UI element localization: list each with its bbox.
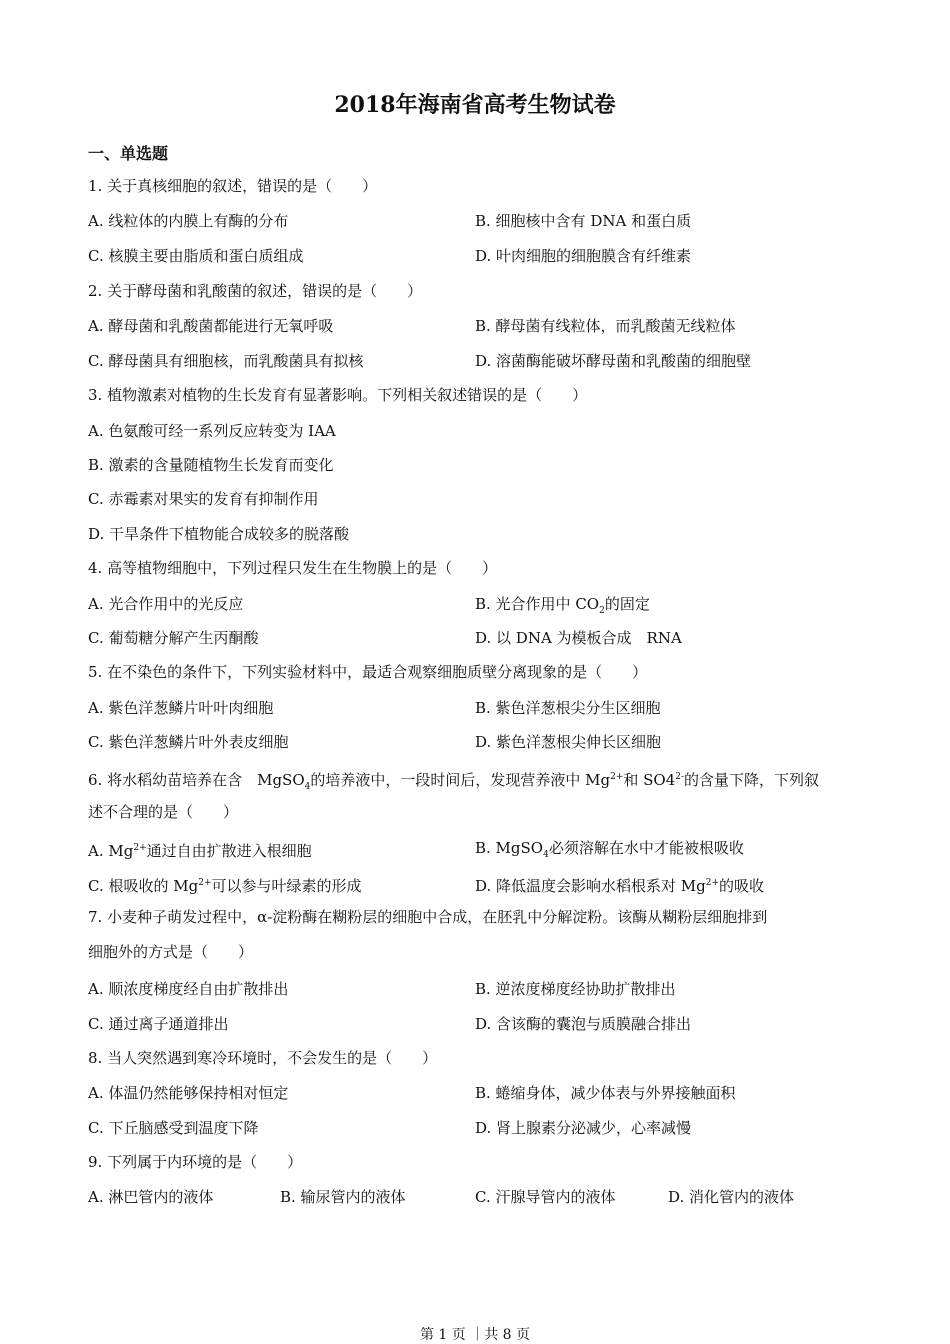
answer-option: [475, 246, 691, 266]
text-segment: C. 酵母菌具有细胞核，而乳酸菌具有拟核: [88, 352, 364, 370]
answer-option: [88, 698, 273, 718]
text-segment: B. 逆浓度梯度经协助扩散排出: [475, 980, 676, 998]
text-segment: 3. 植物激素对植物的生长发育有显著影响。下列相关叙述错误的是（ ）: [88, 386, 588, 404]
text-segment: A. 体温仍然能够保持相对恒定: [88, 1084, 289, 1102]
text-segment: B. 酵母菌有线粒体，而乳酸菌无线粒体: [475, 317, 736, 335]
text-segment: C. 汗腺导管内的液体: [475, 1188, 616, 1206]
answer-option: [88, 246, 303, 266]
answer-option: [280, 1187, 406, 1207]
text-segment: 和 SO4: [623, 771, 676, 789]
page-footer: 第 1 页 ｜共 8 页: [419, 1327, 531, 1343]
text-segment: 2: [599, 606, 605, 616]
answer-option: [475, 316, 736, 336]
answer-option: [88, 979, 288, 999]
text-segment: 的培养液中，一段时间后，发现营养液中 Mg: [310, 771, 611, 789]
text-segment: D. 溶菌酶能破坏酵母菌和乳酸菌的细胞壁: [475, 352, 752, 370]
answer-option: [475, 1118, 691, 1138]
answer-option: [88, 351, 363, 371]
text-segment: A. 酵母菌和乳酸菌都能进行无氧呼吸: [88, 317, 334, 335]
answer-option: [475, 979, 676, 999]
text-segment: 可以参与叶绿素的形成: [211, 877, 362, 895]
text-segment: 8. 当人突然遇到寒冷环境时，不会发生的是（ ）: [88, 1049, 438, 1067]
answer-option: [88, 628, 258, 648]
answer-option: [475, 211, 691, 231]
text-segment: D. 紫色洋葱根尖伸长区细胞: [475, 733, 662, 751]
text-segment: 2. 关于酵母菌和乳酸菌的叙述，错误的是（ ）: [88, 282, 423, 300]
answer-option: [88, 211, 288, 231]
question-stem: [88, 1048, 437, 1068]
text-segment: D. 含该酶的囊泡与质膜融合排出: [475, 1015, 692, 1033]
text-segment: D. 干旱条件下植物能合成较多的脱落酸: [88, 525, 350, 543]
answer-option: [475, 628, 682, 648]
text-segment: 6. 将水稻幼苗培养在含 MgSO: [88, 771, 305, 789]
answer-option: [475, 732, 661, 752]
question-stem: [88, 1152, 302, 1172]
text-segment: C. 核膜主要由脂质和蛋白质组成: [88, 247, 304, 265]
text-segment: 4: [304, 782, 311, 792]
answer-option: [475, 1014, 691, 1034]
answer-option: [475, 873, 764, 896]
question-stem: [88, 558, 497, 578]
answer-option: [475, 351, 751, 371]
text-segment: 2+: [133, 843, 147, 853]
answer-option: [475, 838, 744, 865]
answer-option: [88, 1187, 213, 1207]
text-segment: C. 根吸收的 Mg: [88, 877, 199, 895]
text-segment: B. 光合作用中 CO: [475, 595, 600, 613]
text-segment: A. Mg: [88, 842, 134, 860]
answer-option: [88, 1118, 258, 1138]
text-segment: 通过自由扩散进入根细胞: [146, 842, 312, 860]
text-segment: C. 下丘脑感受到温度下降: [88, 1119, 259, 1137]
answer-option: [88, 421, 336, 441]
text-segment: D. 叶肉细胞的细胞膜含有纤维素: [475, 247, 692, 265]
text-segment: 2+: [198, 878, 212, 888]
text-segment: B. 蜷缩身体，减少体表与外界接触面积: [475, 1084, 736, 1102]
text-segment: 7. 小麦种子萌发过程中，α-淀粉酶在糊粉层的细胞中合成，在胚乳中分解淀粉。该酶从糊粉层细胞排到: [88, 908, 768, 926]
answer-option: [88, 732, 288, 752]
text-segment: 2-: [675, 772, 685, 782]
question-stem: [88, 942, 253, 962]
answer-option: [668, 1187, 794, 1207]
text-segment: B. 细胞核中含有 DNA 和蛋白质: [475, 212, 692, 230]
text-segment: A. 光合作用中的光反应: [88, 595, 244, 613]
text-segment: C. 赤霉素对果实的发育有抑制作用: [88, 490, 319, 508]
answer-option: [88, 316, 333, 336]
answer-option: [88, 1083, 288, 1103]
text-segment: D. 肾上腺素分泌减少，心率减慢: [475, 1119, 692, 1137]
text-segment: 的含量下降，下列叙: [684, 771, 820, 789]
answer-option: [88, 524, 349, 544]
text-segment: A. 色氨酸可经一系列反应转变为 IAA: [88, 422, 336, 440]
question-stem: [88, 662, 647, 682]
answer-option: [88, 1014, 228, 1034]
text-segment: D. 降低温度会影响水稻根系对 Mg: [475, 877, 706, 895]
text-segment: A. 紫色洋葱鳞片叶叶肉细胞: [88, 699, 274, 717]
answer-option: [88, 455, 334, 475]
text-segment: C. 通过离子通道排出: [88, 1015, 229, 1033]
text-segment: A. 线粒体的内膜上有酶的分布: [88, 212, 289, 230]
text-segment: 的吸收: [719, 877, 765, 895]
text-segment: 4: [543, 850, 549, 860]
text-segment: B. MgSO: [475, 839, 544, 857]
text-segment: 9. 下列属于内环境的是（ ）: [88, 1153, 303, 1171]
answer-option: [88, 489, 318, 509]
page-title: 2018年海南省高考生物试卷: [334, 92, 616, 118]
question-stem: [88, 281, 422, 301]
text-segment: B. 紫色洋葱根尖分生区细胞: [475, 699, 661, 717]
text-segment: 的固定: [604, 595, 650, 613]
text-segment: D. 以 DNA 为模板合成 RNA: [475, 629, 682, 647]
answer-option: [88, 594, 243, 614]
text-segment: 述不合理的是（ ）: [88, 803, 239, 821]
text-segment: 5. 在不染色的条件下，下列实验材料中，最适合观察细胞质壁分离现象的是（ ）: [88, 663, 648, 681]
text-segment: B. 激素的含量随植物生长发育而变化: [88, 456, 334, 474]
text-segment: 1. 关于真核细胞的叙述，错误的是（ ）: [88, 177, 378, 195]
answer-option: [475, 698, 661, 718]
text-segment: A. 顺浓度梯度经自由扩散排出: [88, 980, 289, 998]
question-stem: [88, 767, 819, 797]
question-stem: [88, 907, 767, 927]
answer-option: [475, 594, 650, 621]
section-heading: 一、单选题: [88, 144, 169, 163]
text-segment: C. 葡萄糖分解产生丙酮酸: [88, 629, 259, 647]
text-segment: D. 消化管内的液体: [668, 1188, 795, 1206]
text-segment: 细胞外的方式是（ ）: [88, 943, 254, 961]
question-stem: [88, 176, 377, 196]
text-segment: B. 输尿管内的液体: [280, 1188, 406, 1206]
question-stem: [88, 385, 587, 405]
text-segment: C. 紫色洋葱鳞片叶外表皮细胞: [88, 733, 289, 751]
answer-option: [88, 838, 312, 861]
text-segment: 4. 高等植物细胞中，下列过程只发生在生物膜上的是（ ）: [88, 559, 498, 577]
question-stem: [88, 802, 238, 822]
text-segment: 必须溶解在水中才能被根吸收: [548, 839, 744, 857]
text-segment: 2+: [610, 772, 624, 782]
text-segment: A. 淋巴管内的液体: [88, 1188, 214, 1206]
answer-option: [475, 1083, 736, 1103]
answer-option: [475, 1187, 615, 1207]
answer-option: [88, 873, 362, 896]
text-segment: 2+: [705, 878, 720, 888]
